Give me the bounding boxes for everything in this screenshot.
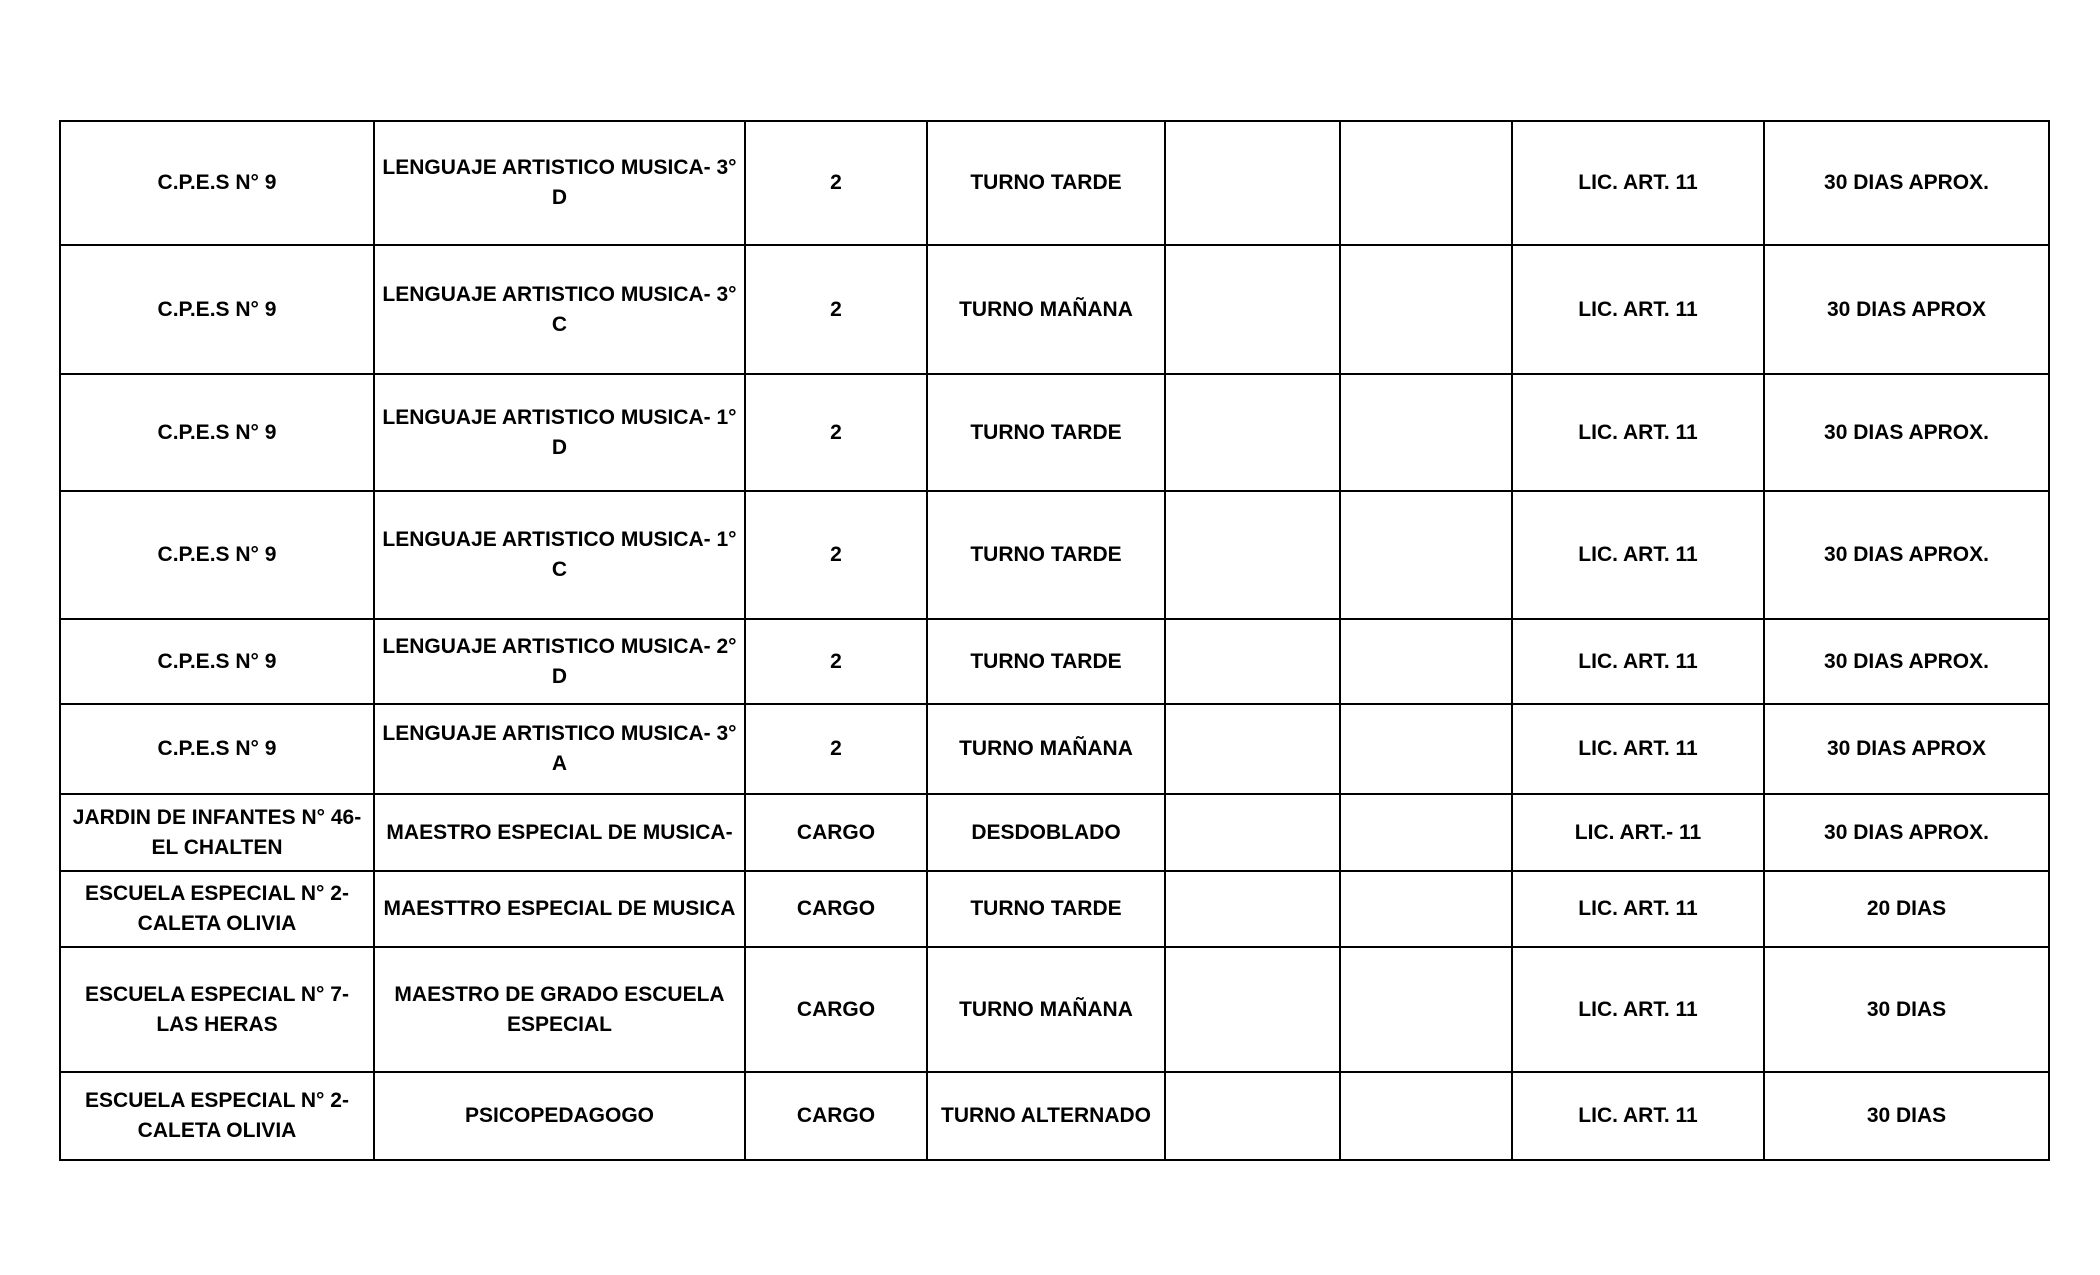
school-cell: C.P.E.S N° 9 (60, 619, 374, 704)
duration-cell: 30 DIAS APROX (1764, 704, 2049, 794)
empty-cell (1340, 704, 1512, 794)
table-row (60, 619, 2049, 704)
license-cell: LIC. ART. 11 (1512, 121, 1764, 245)
hours-cell: CARGO (745, 1072, 927, 1160)
shift-cell: TURNO TARDE (927, 374, 1165, 491)
table-row (60, 374, 2049, 491)
duration-cell: 30 DIAS (1764, 1072, 2049, 1160)
empty-cell (1165, 704, 1340, 794)
table-row (60, 704, 2049, 794)
position-cell: MAESTTRO ESPECIAL DE MUSICA (374, 871, 745, 947)
license-cell: LIC. ART. 11 (1512, 245, 1764, 374)
hours-cell: CARGO (745, 947, 927, 1072)
empty-cell (1165, 619, 1340, 704)
empty-cell (1165, 871, 1340, 947)
empty-cell (1165, 947, 1340, 1072)
hours-cell: CARGO (745, 794, 927, 871)
license-cell: LIC. ART. 11 (1512, 491, 1764, 619)
empty-cell (1340, 1072, 1512, 1160)
position-cell: LENGUAJE ARTISTICO MUSICA- 3° C (374, 245, 745, 374)
table-row (60, 794, 2049, 871)
shift-cell: DESDOBLADO (927, 794, 1165, 871)
duration-cell: 30 DIAS APROX. (1764, 619, 2049, 704)
hours-cell: CARGO (745, 871, 927, 947)
empty-cell (1165, 794, 1340, 871)
table-row (60, 491, 2049, 619)
empty-cell (1340, 871, 1512, 947)
school-cell: C.P.E.S N° 9 (60, 374, 374, 491)
license-cell: LIC. ART. 11 (1512, 871, 1764, 947)
position-cell: LENGUAJE ARTISTICO MUSICA- 3° A (374, 704, 745, 794)
duration-cell: 30 DIAS APROX. (1764, 491, 2049, 619)
table-row (60, 1072, 2049, 1160)
position-cell: LENGUAJE ARTISTICO MUSICA- 1° C (374, 491, 745, 619)
license-cell: LIC. ART. 11 (1512, 374, 1764, 491)
position-cell: LENGUAJE ARTISTICO MUSICA- 2° D (374, 619, 745, 704)
duration-cell: 30 DIAS APROX. (1764, 121, 2049, 245)
empty-cell (1340, 947, 1512, 1072)
school-cell: ESCUELA ESPECIAL N° 2- CALETA OLIVIA (60, 1072, 374, 1160)
hours-cell: 2 (745, 491, 927, 619)
license-cell: LIC. ART. 11 (1512, 619, 1764, 704)
hours-cell: 2 (745, 121, 927, 245)
shift-cell: TURNO MAÑANA (927, 947, 1165, 1072)
table-row (60, 871, 2049, 947)
duration-cell: 20 DIAS (1764, 871, 2049, 947)
table-row (60, 947, 2049, 1072)
school-cell: C.P.E.S N° 9 (60, 121, 374, 245)
position-cell: PSICOPEDAGOGO (374, 1072, 745, 1160)
empty-cell (1340, 245, 1512, 374)
duration-cell: 30 DIAS APROX. (1764, 374, 2049, 491)
empty-cell (1340, 491, 1512, 619)
shift-cell: TURNO ALTERNADO (927, 1072, 1165, 1160)
shift-cell: TURNO TARDE (927, 619, 1165, 704)
table-row (60, 121, 2049, 245)
empty-cell (1340, 619, 1512, 704)
shift-cell: TURNO TARDE (927, 121, 1165, 245)
empty-cell (1165, 121, 1340, 245)
license-cell: LIC. ART. 11 (1512, 1072, 1764, 1160)
school-cell: C.P.E.S N° 9 (60, 704, 374, 794)
shift-cell: TURNO TARDE (927, 491, 1165, 619)
empty-cell (1340, 374, 1512, 491)
empty-cell (1340, 121, 1512, 245)
duration-cell: 30 DIAS APROX (1764, 245, 2049, 374)
hours-cell: 2 (745, 374, 927, 491)
shift-cell: TURNO TARDE (927, 871, 1165, 947)
empty-cell (1165, 491, 1340, 619)
empty-cell (1165, 374, 1340, 491)
position-cell: MAESTRO DE GRADO ESCUELA ESPECIAL (374, 947, 745, 1072)
license-cell: LIC. ART.- 11 (1512, 794, 1764, 871)
duration-cell: 30 DIAS APROX. (1764, 794, 2049, 871)
duration-cell: 30 DIAS (1764, 947, 2049, 1072)
hours-cell: 2 (745, 704, 927, 794)
license-cell: LIC. ART. 11 (1512, 947, 1764, 1072)
school-cell: ESCUELA ESPECIAL N° 2- CALETA OLIVIA (60, 871, 374, 947)
empty-cell (1165, 245, 1340, 374)
position-cell: LENGUAJE ARTISTICO MUSICA- 3° D (374, 121, 745, 245)
hours-cell: 2 (745, 619, 927, 704)
school-cell: JARDIN DE INFANTES N° 46- EL CHALTEN (60, 794, 374, 871)
shift-cell: TURNO MAÑANA (927, 704, 1165, 794)
position-cell: MAESTRO ESPECIAL DE MUSICA- (374, 794, 745, 871)
position-cell: LENGUAJE ARTISTICO MUSICA- 1° D (374, 374, 745, 491)
license-cell: LIC. ART. 11 (1512, 704, 1764, 794)
school-cell: C.P.E.S N° 9 (60, 491, 374, 619)
empty-cell (1165, 1072, 1340, 1160)
table-row (60, 245, 2049, 374)
school-cell: ESCUELA ESPECIAL N° 7- LAS HERAS (60, 947, 374, 1072)
empty-cell (1340, 794, 1512, 871)
shift-cell: TURNO MAÑANA (927, 245, 1165, 374)
hours-cell: 2 (745, 245, 927, 374)
vacancy-table (59, 120, 2050, 1161)
school-cell: C.P.E.S N° 9 (60, 245, 374, 374)
